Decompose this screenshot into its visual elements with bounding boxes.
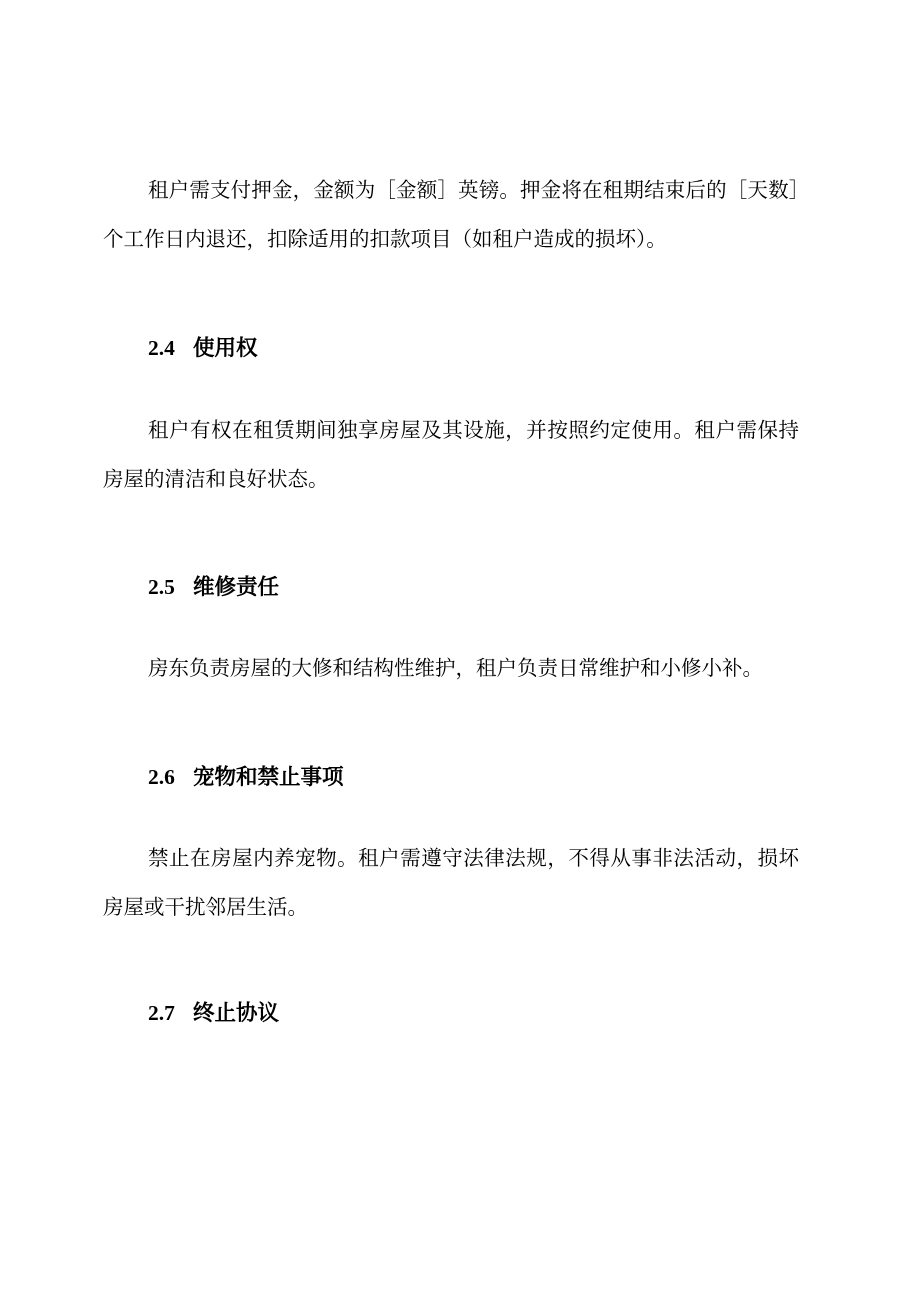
usage-rights-paragraph: 租户有权在租赁期间独享房屋及其设施，并按照约定使用。租户需保持房屋的清洁和良好状态。 xyxy=(103,418,799,491)
pets-prohibitions-paragraph: 禁止在房屋内养宠物。租户需遵守法律法规，不得从事非法活动，损坏房屋或干扰邻居生活。 xyxy=(103,846,799,919)
section-title: 维修责任 xyxy=(193,575,280,600)
section-heading-usage-rights xyxy=(148,333,258,364)
maintenance-paragraph: 房东负责房屋的大修和结构性维护，租户负责日常维护和小修小补。 xyxy=(148,656,763,680)
section-number: 2.6 xyxy=(148,765,175,789)
section-title: 宠物和禁止事项 xyxy=(193,765,344,790)
section-title: 终止协议 xyxy=(193,1001,280,1026)
section-number: 2.4 xyxy=(148,336,175,360)
deposit-paragraph: 租户需支付押金，金额为［金额］英镑。押金将在租期结束后的［天数］个工作日内退还，扣除适用的扣款项目（如租户造成的损坏）。 xyxy=(103,178,799,251)
section-title: 使用权 xyxy=(193,336,258,361)
section-number: 2.7 xyxy=(148,1001,175,1025)
section-number: 2.5 xyxy=(148,575,175,599)
section-heading-termination xyxy=(148,998,279,1029)
section-heading-pets-prohibitions xyxy=(148,762,344,793)
section-heading-maintenance xyxy=(148,572,279,603)
